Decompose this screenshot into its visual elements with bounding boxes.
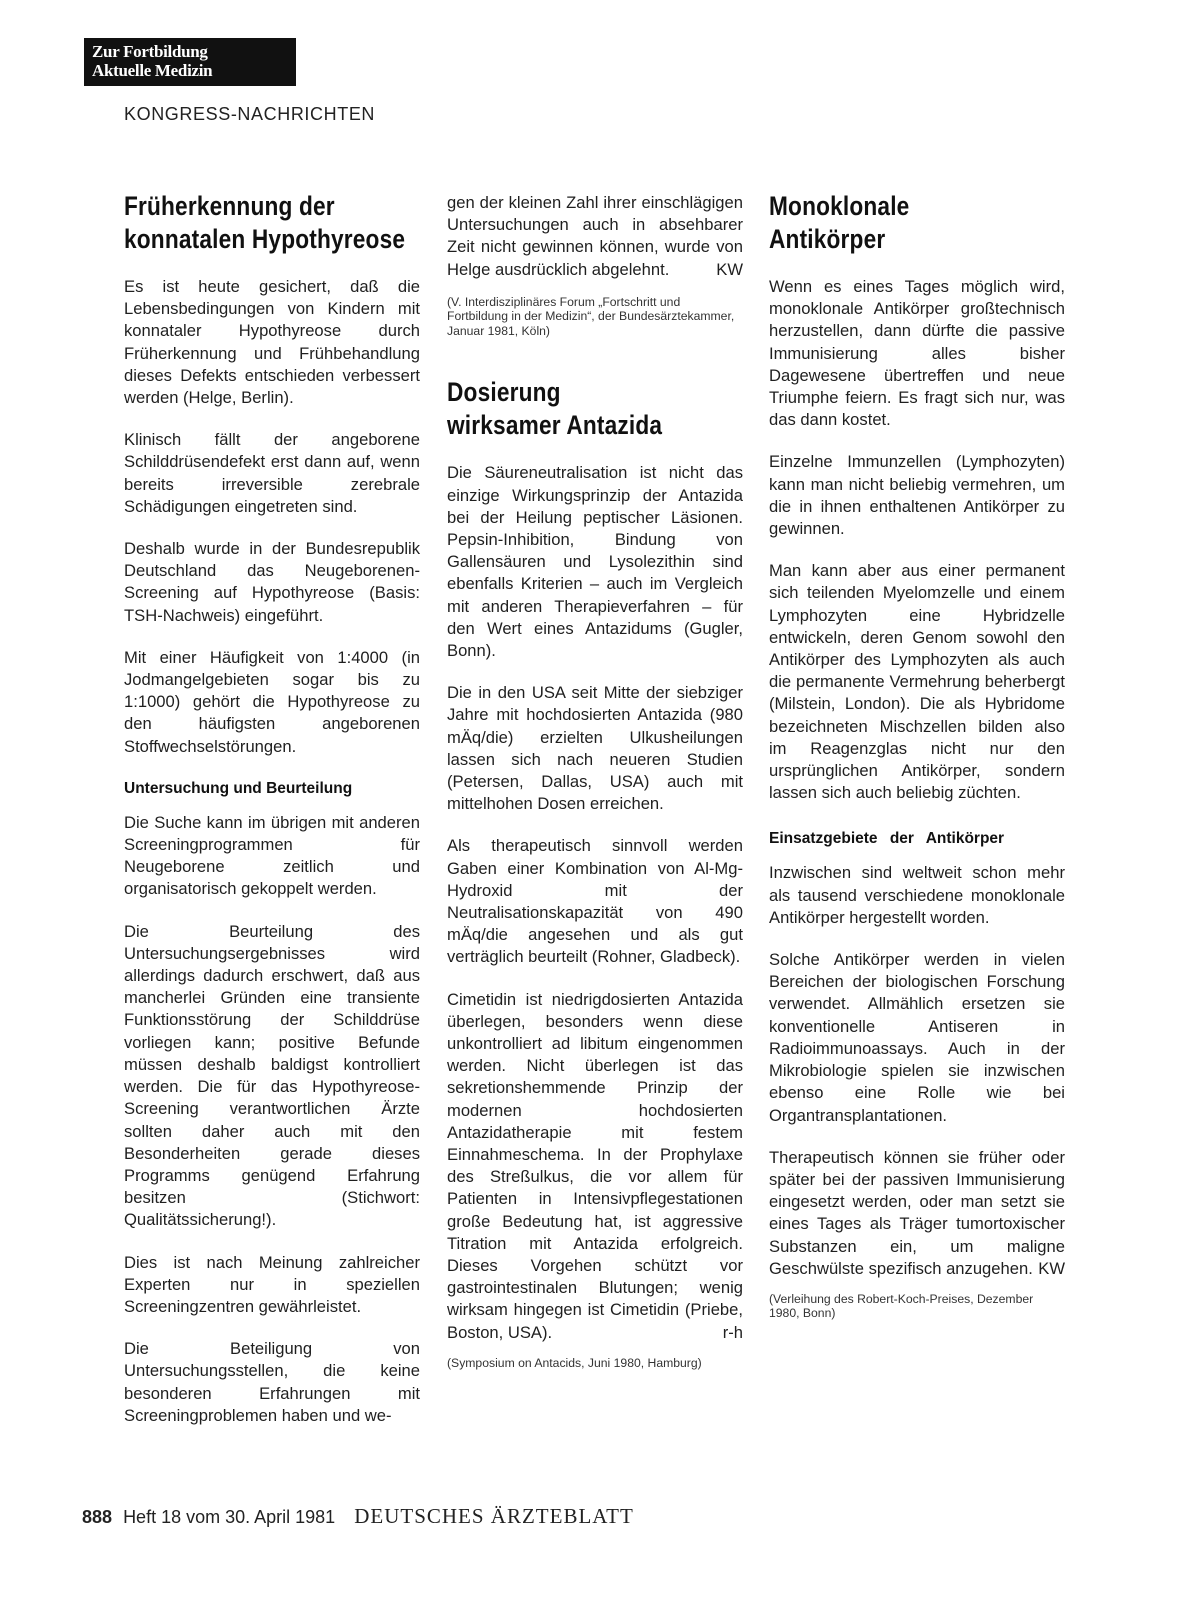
article1-source: (V. Interdisziplinäres Forum „Fortschritt und Fortbildung in der Medizin“, der Bundesärztekammer, Januar 1981, Köln) bbox=[447, 294, 735, 338]
badge-line-1: Zur Fortbildung bbox=[92, 42, 208, 61]
badge-line-2: Aktuelle Medizin bbox=[92, 61, 213, 80]
article1-subheading: Untersuchung und Beurteilung bbox=[124, 779, 353, 797]
article2-title-line-2: wirksamer Antazida bbox=[447, 410, 663, 441]
column-3 bbox=[769, 190, 1065, 1343]
article3-paragraph-5: Solche Antikörper werden in vielen Bereichen der biologischen Forschung verwendet. Allmählich ersetzen sie konventionelle Antiseren in Radioimmunoassays. Auch in der Mikrobiologie spielen sie inzwischen ebenso eine Rolle wie bei Organtransplantationen. bbox=[769, 950, 1065, 1125]
article2-paragraph-1: Die Säureneutralisation ist nicht das einzige Wirkungsprinzip der Antazida bei der Heilung peptischer Läsionen. Pepsin-Inhibition, Bindung von Gallensäuren und Lysolezithin sind ebenfalls Kriterien – auch im Vergleich mit anderen Therapieverfahren – für den Wert eines Antazidums (Gugler, Bonn). bbox=[447, 463, 743, 660]
article2-title bbox=[447, 376, 743, 442]
article3-paragraph-4: Inzwischen sind weltweit schon mehr als tausend verschiedene monoklonale Antikörper hergestellt worden. bbox=[769, 863, 1065, 927]
column-1 bbox=[124, 190, 420, 1427]
article1-paragraph-5: Die Suche kann im übrigen mit anderen Screeningprogrammen für Neugeborene zeitlich und organisatorisch gekoppelt werden. bbox=[124, 812, 420, 899]
article3-paragraph-6 bbox=[769, 1147, 1065, 1280]
article3-title-line-2: Antikörper bbox=[769, 224, 886, 254]
article3-paragraph-2: Einzelne Immunzellen (Lymphozyten) kann man nicht beliebig vermehren, um die in ihnen enthaltenen Antikörper zu gewinnen. bbox=[769, 452, 1065, 539]
article1-paragraph-9-text: gen der kleinen Zahl ihrer einschlägigen Untersuchungen auch in absehbarer Zeit nicht gewinnen können, wurde von Helge ausdrücklich abgelehnt. bbox=[447, 193, 743, 279]
page-number: 888 bbox=[82, 1507, 113, 1527]
article2-paragraph-4 bbox=[447, 989, 743, 1344]
article1-title bbox=[124, 190, 420, 256]
article3-subheading: Einsatzgebiete der Antikörper bbox=[769, 830, 1005, 848]
article2-title-line-1: Dosierung bbox=[447, 377, 561, 408]
article3-signature: KW bbox=[1038, 1258, 1065, 1278]
column-2 bbox=[447, 192, 743, 1392]
article2-signature: r-h bbox=[722, 1322, 743, 1342]
article1-paragraph-8: Die Beteiligung von Untersuchungsstellen, die keine besonderen Erfahrungen mit Screeningproblemen haben und we- bbox=[124, 1339, 420, 1425]
article3-title bbox=[769, 190, 1065, 256]
issue-info: Heft 18 vom 30. April 1981 bbox=[123, 1507, 336, 1527]
article1-paragraph-3: Deshalb wurde in der Bundesrepublik Deutschland das Neugeborenen-Screening auf Hypothyreose (Basis: TSH-Nachweis) eingeführt. bbox=[124, 539, 420, 625]
article1-paragraph-9 bbox=[447, 192, 743, 281]
article1-signature: KW bbox=[716, 259, 743, 279]
article3-paragraph-1: Wenn es eines Tages möglich wird, monoklonale Antikörper großtechnisch herzustellen, dann dürfte die passive Immunisierung alles bisher Dagewesene übertreffen und neue Triumphe feiern. Es fragt sich nur, was das dann kostet. bbox=[769, 277, 1065, 430]
article3-paragraph-6-text: Therapeutisch können sie früher oder später bei der passiven Immunisierung eingesetzt werden, oder man setzt sie eines Tages als Träger tumortoxischer Substanzen ein, um maligne Geschwülste spezifisch anzugehen. bbox=[769, 1147, 1065, 1278]
section-label: KONGRESS-NACHRICHTEN bbox=[124, 104, 376, 124]
article3-paragraph-3: Man kann aber aus einer permanent sich teilenden Myelomzelle und einem Lymphozyten eine Hybridzelle entwickeln, deren Genom sowohl den Antikörper des Lymphozyten als auch die permanente Vermehrung beherbergt (Milstein, London). Die als Hybridome bezeichneten Mischzellen bilden also im Reagenzglas nicht nur den ursprünglichen Antikörper, sondern lassen sich auch beliebig züchten. bbox=[769, 561, 1065, 803]
article1-title-line-2: konnatalen Hypothyreose bbox=[124, 224, 406, 254]
article1-paragraph-4: Mit einer Häufigkeit von 1:4000 (in Jodmangelgebieten sogar bis zu 1:1000) gehört die Hypothyreose zu den häufigsten angeborenen Stoffwechselstörungen. bbox=[124, 647, 420, 756]
article1-title-line-1: Früherkennung der bbox=[124, 191, 335, 221]
article1-paragraph-6: Die Beurteilung des Untersuchungsergebnisses wird allerdings dadurch erschwert, daß aus mancherlei Gründen eine transiente Funktionsstörung der Schilddrüse vorliegen kann; positive Befunde müssen deshalb baldigst kontrolliert werden. Die für das Hypothyreose-Screening verantwortlichen Ärzte sollten daher auch mit den Besonderheiten gerade dieses Programms genügend Erfahrung besitzen (Stichwort: Qualitätssicherung!). bbox=[124, 921, 420, 1230]
magazine-title: DEUTSCHES ÄRZTEBLATT bbox=[354, 1504, 634, 1528]
article1-paragraph-7: Dies ist nach Meinung zahlreicher Experten nur in speziellen Screeningzentren gewährleistet. bbox=[124, 1252, 420, 1316]
article2-paragraph-2: Die in den USA seit Mitte der siebziger Jahre mit hochdosierten Antazida (980 mÄq/die) erzielten Ulkusheilungen lassen sich nach neueren Studien (Petersen, Dallas, USA) auch mit mittelhohen Dosen erreichen. bbox=[447, 683, 743, 814]
article1-paragraph-2: Klinisch fällt der angeborene Schilddrüsendefekt erst dann auf, wenn bereits irreversible zerebrale Schädigungen eingetreten sind. bbox=[124, 430, 420, 516]
article2-paragraph-4-text: Cimetidin ist niedrigdosierten Antazida überlegen, besonders wenn diese unkontrolliert ad libitum eingenommen werden. Nicht überlegen ist das sekretionshemmende Prinzip der modernen hochdosierten Antazidatherapie mit festem Einnahmeschema. In der Prophylaxe des Streßulkus, die vor allem für Patienten in Intensivpflegestationen große Bedeutung hat, ist aggressive Titration mit Antazida erfolgreich. Dieses Vorgehen schützt vor gastrointestinalen Blutungen; wenig wirksam hingegen ist Cimetidin (Priebe, Boston, USA). bbox=[447, 989, 743, 1342]
section-badge bbox=[84, 38, 296, 86]
article3-source: (Verleihung des Robert-Koch-Preises, Dezember 1980, Bonn) bbox=[769, 1291, 1034, 1321]
article1-paragraph-1: Es ist heute gesichert, daß die Lebensbedingungen von Kindern mit konnataler Hypothyreose durch Früherkennung und Frühbehandlung dieses Defekts entschieden verbessert werden (Helge, Berlin). bbox=[124, 277, 420, 408]
article3-title-line-1: Monoklonale bbox=[769, 191, 910, 221]
article2-source: (Symposium on Antacids, Juni 1980, Hamburg) bbox=[447, 1355, 702, 1370]
page-footer bbox=[82, 1504, 634, 1529]
article2-paragraph-3: Als therapeutisch sinnvoll werden Gaben einer Kombination von Al-Mg-Hydroxid mit der Neutralisationskapazität von 490 mÄq/die angesehen und als gut verträglich beurteilt (Rohner, Gladbeck). bbox=[447, 836, 743, 967]
